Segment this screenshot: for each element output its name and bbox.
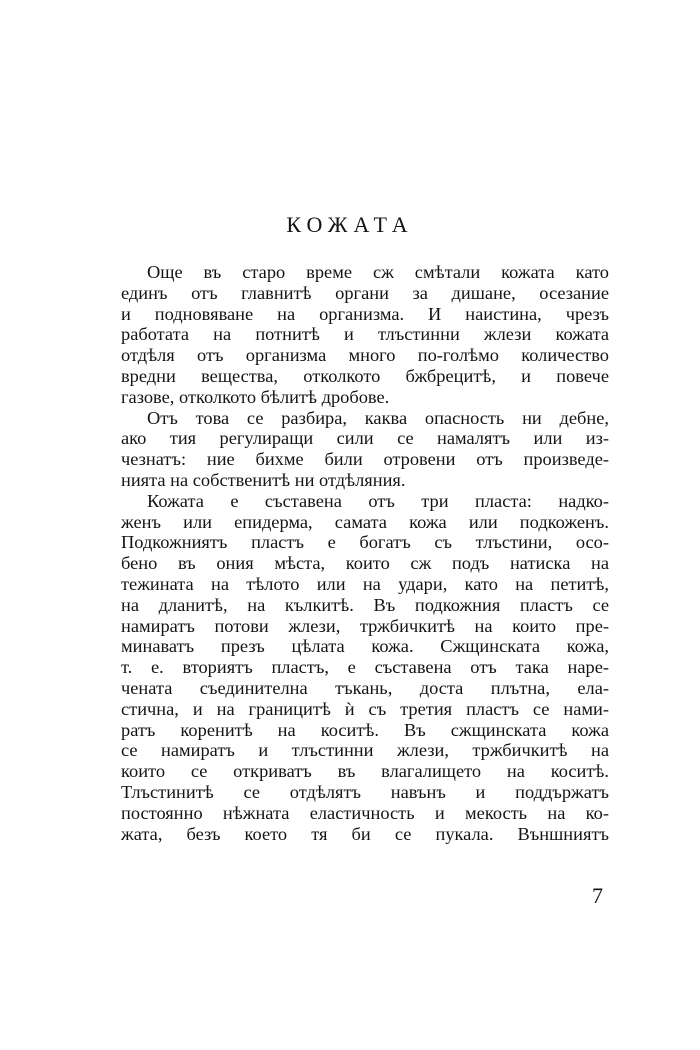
text-line: стична, и на границитѣ ѝ съ третия пластъ се нами- [121, 698, 609, 719]
text-line: Отъ това се разбира, каква опасность ни дебне, [147, 407, 609, 428]
chapter-title: КОЖАТА [286, 212, 414, 237]
text-line: ратъ коренитѣ на коситѣ. Въ сжщинската кожа [121, 719, 609, 740]
text-line: Подкожниятъ пластъ е богатъ съ тлъстини, осо- [121, 532, 609, 553]
text-line: Още въ старо време сж смѣтали кожата като [147, 262, 609, 282]
text-line: нията на собственитѣ ни отдѣляния. [121, 469, 406, 490]
text-line: на дланитѣ, на кълкитѣ. Въ подкожния пластъ се [121, 594, 609, 615]
text-line: вредни вещества, отколкото бжбрецитѣ, и повече [121, 365, 609, 386]
text-line: бено въ ония мѣста, които сж подъ натиска на [121, 553, 609, 574]
text-line: тежината на тѣлото или на удари, като на петитѣ, [121, 573, 609, 594]
text-line: намиратъ потови жлези, тржбичкитѣ на които пре- [121, 615, 609, 636]
text-line: постоянно нѣжната еластичность и мекость на ко- [121, 802, 609, 823]
text-line: Кожата е съставена отъ три пласта: надко- [147, 490, 609, 511]
text-line: и подновяване на организма. И наистина, чрезъ [121, 303, 609, 324]
text-line: работата на потнитѣ и тлъстинни жлези кожата [121, 324, 609, 345]
text-line: т. е. вториятъ пластъ, е съставена отъ така наре- [121, 657, 609, 678]
text-line: жата, безъ което тя би се пукала. Външниятъ [121, 823, 609, 844]
text-line: чезнатъ: ние бихме били отровени отъ произведе- [121, 449, 609, 470]
text-line: женъ или епидерма, самата кожа или подкоженъ. [121, 511, 609, 532]
page-number: 7 [592, 883, 603, 908]
text-line: газове, отколкото бѣлитѣ дробове. [121, 386, 390, 407]
text-line: Тлъстинитѣ се отдѣлятъ навънъ и поддържатъ [121, 781, 609, 802]
text-line: ако тия регулиращи сили се намалятъ или из- [121, 428, 609, 449]
text-line: минаватъ презъ цѣлата кожа. Сжщинската кожа, [121, 636, 609, 657]
text-line: отдѣля отъ организма много по-голѣмо количество [121, 345, 609, 366]
body-text [121, 262, 609, 844]
text-line: се намиратъ и тлъстинни жлези, тржбичкитѣ на [121, 740, 609, 761]
text-line: чената съединителна тъкань, доста плътна, ела- [121, 677, 609, 698]
text-line: единъ отъ главнитѣ органи за дишане, осезание [121, 282, 609, 303]
text-line: които се откриватъ въ влагалището на коситѣ. [121, 761, 609, 782]
